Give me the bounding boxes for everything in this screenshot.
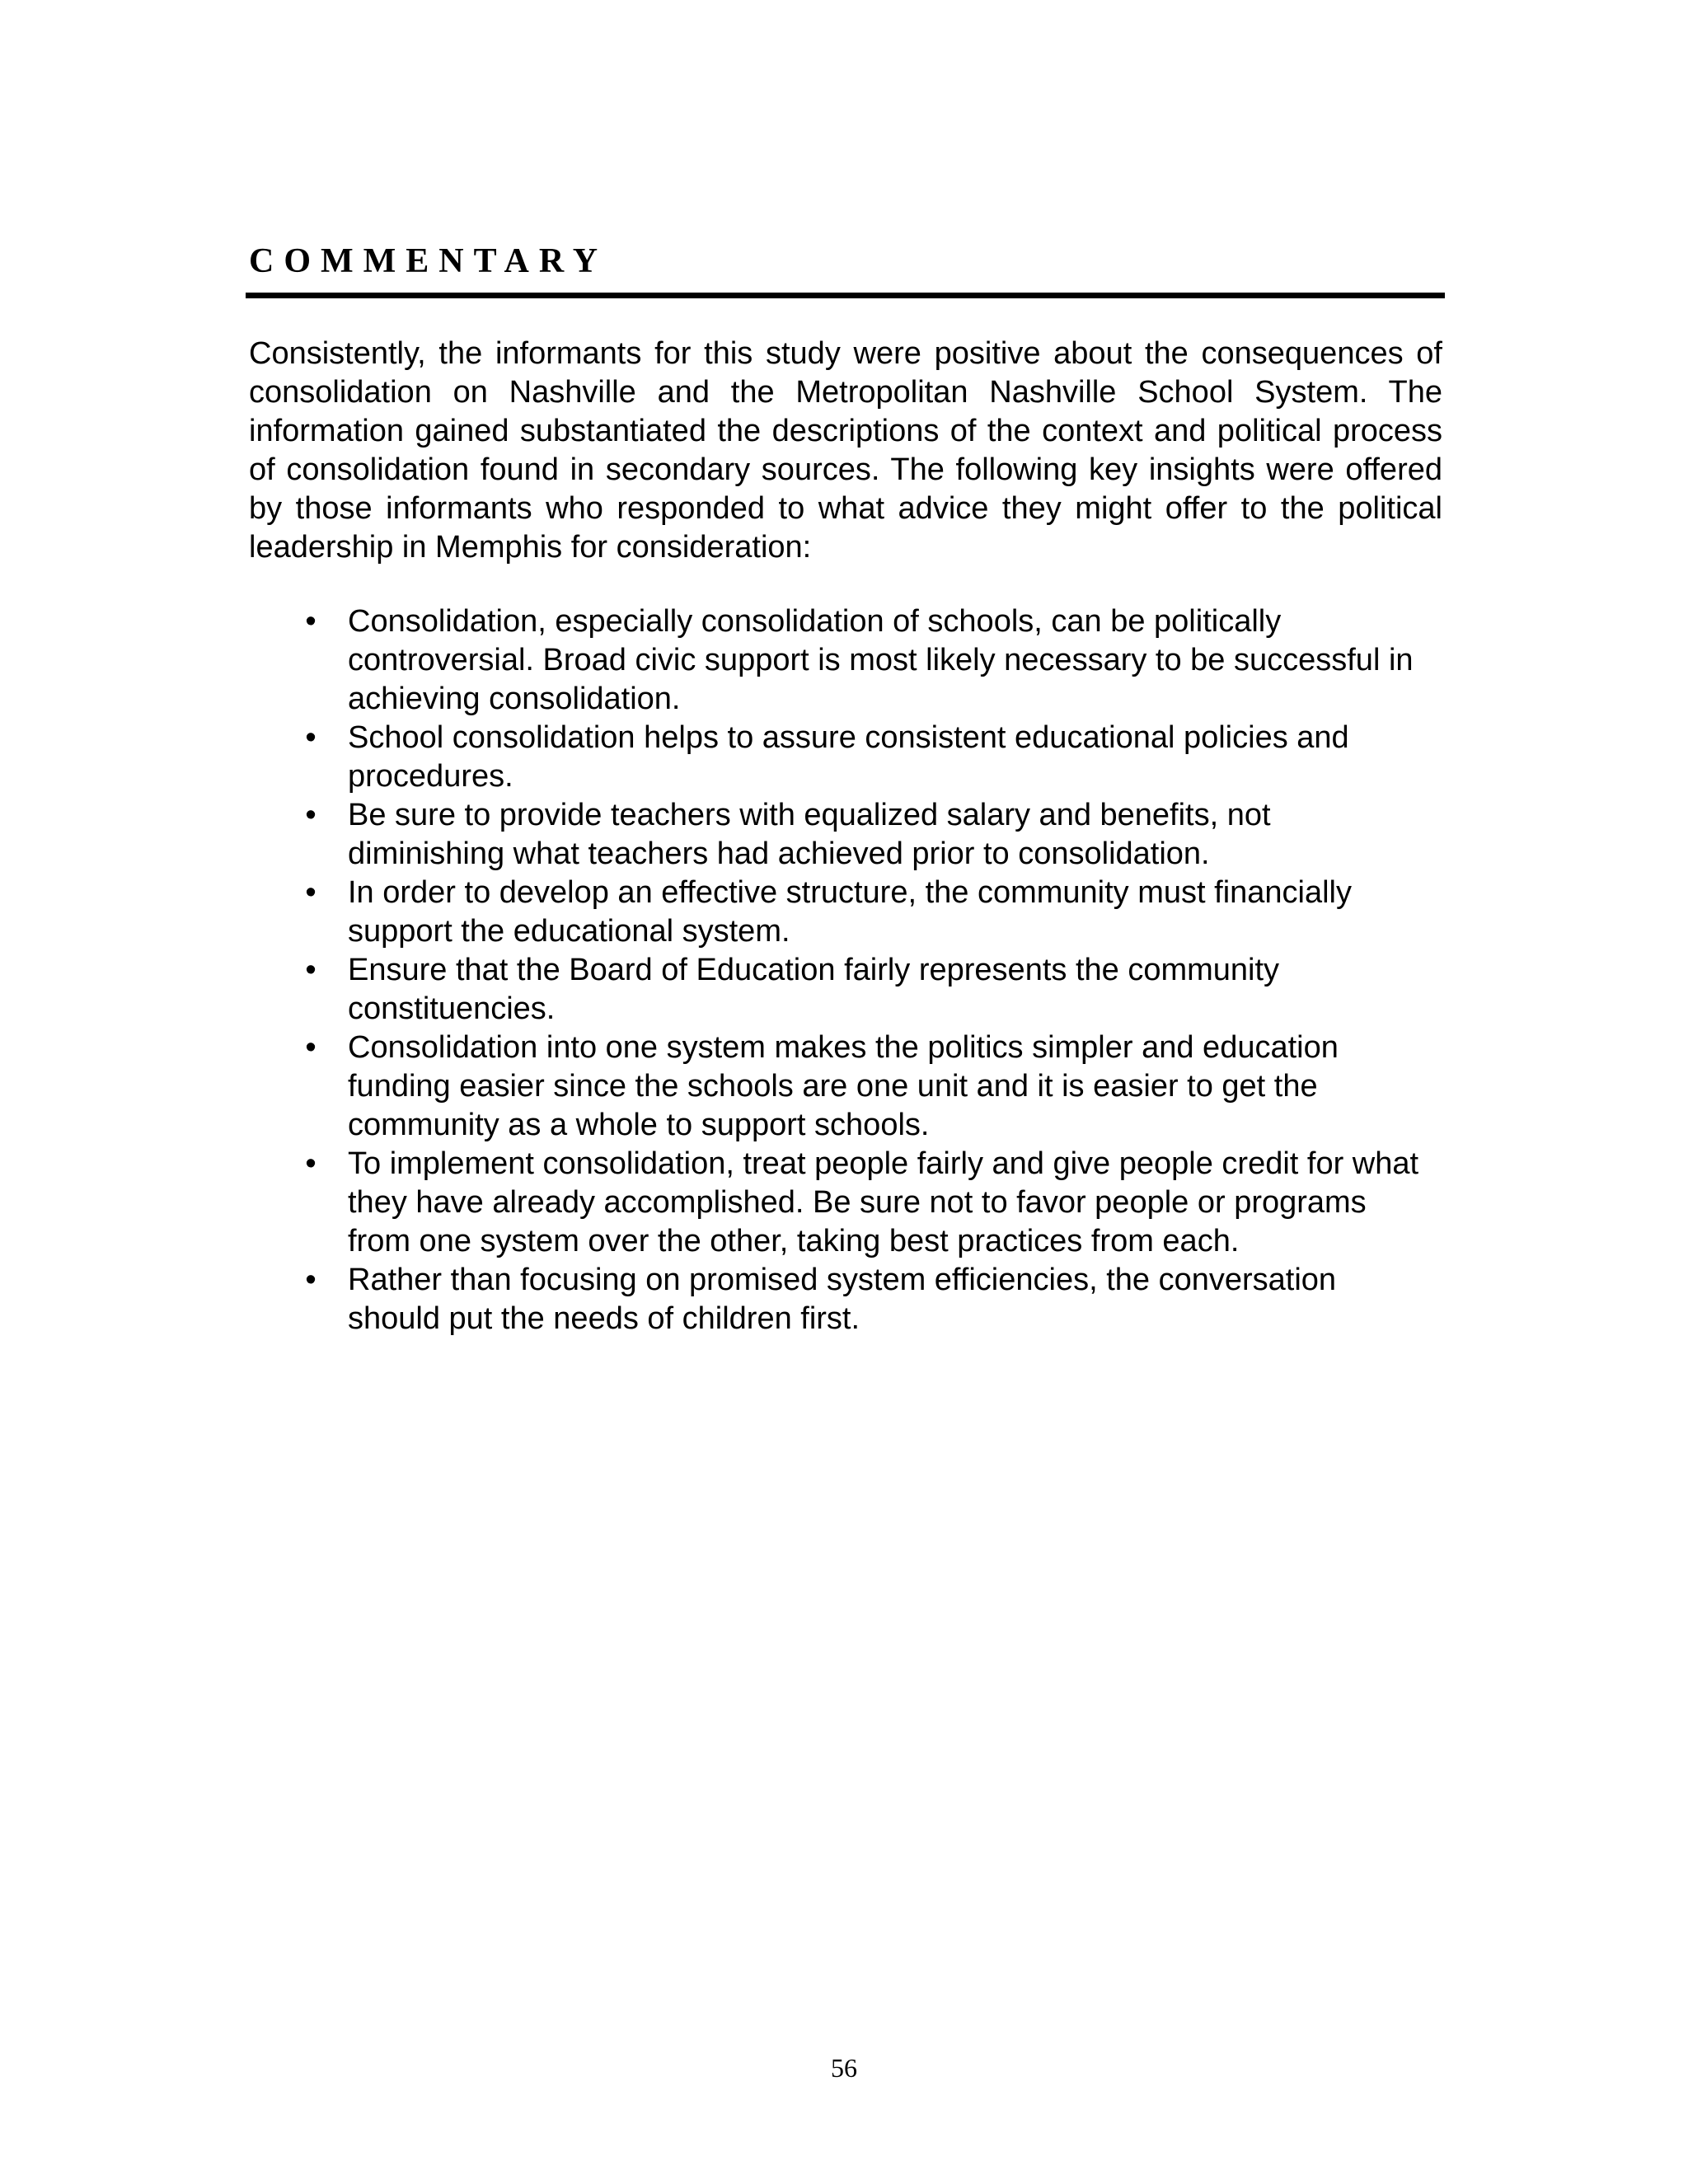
list-item [249,1145,1442,1261]
list-item [249,1261,1442,1338]
list-item-text: School consolidation helps to assure consistent educational policies and procedures. [348,720,1349,794]
insights-list [249,602,1442,1338]
list-item-text: Be sure to provide teachers with equalized salary and benefits, not diminishing what teachers had achieved prior to consolidation. [348,798,1271,871]
bullet-icon: • [305,1030,316,1065]
list-item [249,1029,1442,1145]
bullet-icon: • [305,953,316,987]
list-item [249,796,1442,874]
list-item [249,874,1442,951]
intro-paragraph: Consistently, the informants for this study were positive about the consequences of consolidation on Nashville and the Metropolitan Nashville School System. The information gained substantiated the descriptions of the context and political process of consolidation found in secondary sources. The following key insights were offered by those informants who responded to what advice they might offer to the political leadership in Memphis for consideration: [249,336,1442,565]
bullet-icon: • [305,1263,316,1297]
page-number: 56 [831,2053,857,2083]
list-item [249,719,1442,796]
list-item-text: In order to develop an effective structure, the community must financially support the educational system. [348,875,1353,949]
list-item [249,602,1442,719]
list-item-text: Ensure that the Board of Education fairly represents the community constituencies. [348,953,1280,1026]
heading-rule [246,293,1445,298]
bullet-icon: • [305,875,316,910]
bullet-icon: • [305,1146,316,1181]
list-item [249,951,1442,1029]
bullet-icon: • [305,720,316,755]
list-item-text: Consolidation, especially consolidation of schools, can be politically controversial. Broad civic support is most likely necessary to be successful in achieving consolidation. [348,604,1414,716]
bullet-icon: • [305,798,316,832]
list-item-text: Consolidation into one system makes the politics simpler and education funding easier since the schools are one unit and it is easier to get the community as a whole to support schools. [348,1030,1339,1142]
list-item-text: To implement consolidation, treat people fairly and give people credit for what they have already accomplished. Be sure not to favor people or programs from one system over the other, taking best practices from each. [348,1146,1419,1258]
bullet-icon: • [305,604,316,639]
section-heading: COMMENTARY [249,242,608,280]
list-item-text: Rather than focusing on promised system efficiencies, the conversation should put the needs of children first. [348,1263,1337,1336]
